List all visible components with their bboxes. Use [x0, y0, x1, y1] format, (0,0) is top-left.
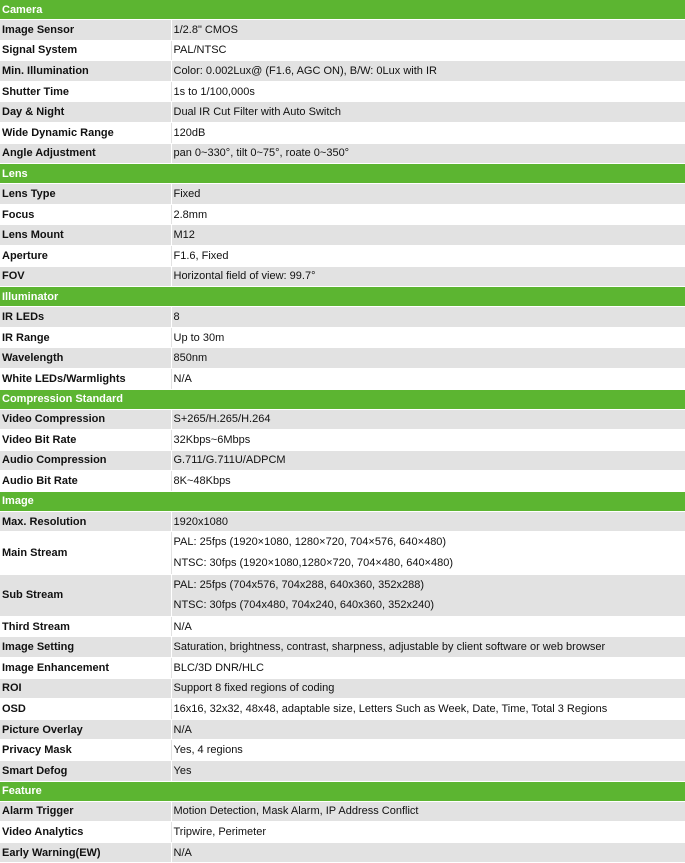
- spec-value: PAL/NTSC: [171, 40, 685, 61]
- spec-label: Angle Adjustment: [0, 143, 171, 164]
- spec-row-ir-leds: [0, 307, 685, 328]
- spec-label: Audio Bit Rate: [0, 471, 171, 492]
- spec-value-line: NTSC: 30fps (1920×1080,1280×720, 704×480, 640×480): [174, 553, 685, 574]
- spec-row-angle-adjustment: [0, 143, 685, 164]
- section-header-lens: [0, 164, 685, 184]
- spec-value-line: NTSC: 30fps (704x480, 704x240, 640x360, 352x240): [174, 595, 685, 616]
- spec-row-max-resolution: [0, 511, 685, 532]
- spec-label: Wide Dynamic Range: [0, 122, 171, 143]
- spec-row-smart-defog: [0, 761, 685, 782]
- spec-value: G.711/G.711U/ADPCM: [171, 450, 685, 471]
- spec-value: 850nm: [171, 348, 685, 369]
- section-header-feature: [0, 781, 685, 801]
- spec-value: S+265/H.265/H.264: [171, 409, 685, 430]
- section-header-illuminator: [0, 287, 685, 307]
- spec-label: Audio Compression: [0, 450, 171, 471]
- section-title: Feature: [0, 781, 685, 801]
- section-title: Camera: [0, 0, 685, 20]
- spec-label: Lens Type: [0, 184, 171, 205]
- spec-label: Signal System: [0, 40, 171, 61]
- spec-value: Saturation, brightness, contrast, sharpness, adjustable by client software or web browser: [171, 637, 685, 658]
- spec-value-line: PAL: 25fps (1920×1080, 1280×720, 704×576, 640×480): [174, 532, 685, 553]
- spec-row-video-compression: [0, 409, 685, 430]
- spec-row-min-illumination: [0, 61, 685, 82]
- spec-row-fov: [0, 266, 685, 287]
- spec-label: ROI: [0, 678, 171, 699]
- spec-value: N/A: [171, 616, 685, 637]
- spec-label: Max. Resolution: [0, 511, 171, 532]
- spec-label: White LEDs/Warmlights: [0, 368, 171, 389]
- spec-value: N/A: [171, 368, 685, 389]
- spec-row-video-analytics: [0, 822, 685, 843]
- spec-label: Picture Overlay: [0, 719, 171, 740]
- spec-row-lens-mount: [0, 225, 685, 246]
- spec-value: 120dB: [171, 122, 685, 143]
- spec-label: Image Enhancement: [0, 658, 171, 679]
- spec-label: Video Bit Rate: [0, 430, 171, 451]
- spec-label: Image Sensor: [0, 20, 171, 41]
- spec-value-line: PAL: 25fps (704x576, 704x288, 640x360, 352x288): [174, 575, 685, 596]
- spec-row-ir-range: [0, 327, 685, 348]
- spec-label: Lens Mount: [0, 225, 171, 246]
- spec-row-focus: [0, 204, 685, 225]
- spec-row-third-stream: [0, 616, 685, 637]
- spec-row-main-stream: [0, 532, 685, 574]
- spec-value: Motion Detection, Mask Alarm, IP Address Conflict: [171, 801, 685, 822]
- spec-value: Up to 30m: [171, 327, 685, 348]
- section-header-image: [0, 491, 685, 511]
- section-title: Compression Standard: [0, 389, 685, 409]
- spec-value: [171, 574, 685, 616]
- spec-label: Alarm Trigger: [0, 801, 171, 822]
- spec-label: Wavelength: [0, 348, 171, 369]
- spec-row-alarm-trigger: [0, 801, 685, 822]
- section-title: Lens: [0, 164, 685, 184]
- section-title: Image: [0, 491, 685, 511]
- spec-value: pan 0~330°, tilt 0~75°, roate 0~350°: [171, 143, 685, 164]
- spec-value: Color: 0.002Lux@ (F1.6, AGC ON), B/W: 0Lux with IR: [171, 61, 685, 82]
- spec-label: Video Analytics: [0, 822, 171, 843]
- spec-value: M12: [171, 225, 685, 246]
- section-header-camera: [0, 0, 685, 20]
- spec-label: Sub Stream: [0, 574, 171, 616]
- spec-row-image-sensor: [0, 20, 685, 41]
- spec-row-lens-type: [0, 184, 685, 205]
- spec-value: 8: [171, 307, 685, 328]
- spec-value: 32Kbps~6Mbps: [171, 430, 685, 451]
- spec-value: Yes, 4 regions: [171, 740, 685, 761]
- spec-label: IR Range: [0, 327, 171, 348]
- spec-value: 8K~48Kbps: [171, 471, 685, 492]
- spec-value: [171, 532, 685, 574]
- spec-label: Focus: [0, 204, 171, 225]
- spec-value: 1s to 1/100,000s: [171, 81, 685, 102]
- spec-label: Privacy Mask: [0, 740, 171, 761]
- spec-value: Dual IR Cut Filter with Auto Switch: [171, 102, 685, 123]
- spec-value: 2.8mm: [171, 204, 685, 225]
- spec-label: FOV: [0, 266, 171, 287]
- spec-value: Horizontal field of view: 99.7°: [171, 266, 685, 287]
- spec-row-picture-overlay: [0, 719, 685, 740]
- spec-row-white-leds-warmlights: [0, 368, 685, 389]
- spec-value: 1920x1080: [171, 511, 685, 532]
- spec-label: Shutter Time: [0, 81, 171, 102]
- spec-value: 1/2.8" CMOS: [171, 20, 685, 41]
- spec-label: Day & Night: [0, 102, 171, 123]
- spec-row-roi: [0, 678, 685, 699]
- spec-label: Min. Illumination: [0, 61, 171, 82]
- spec-row-sub-stream: [0, 574, 685, 616]
- spec-value: Tripwire, Perimeter: [171, 822, 685, 843]
- spec-row-privacy-mask: [0, 740, 685, 761]
- spec-value: Yes: [171, 761, 685, 782]
- spec-label: Third Stream: [0, 616, 171, 637]
- spec-value: Fixed: [171, 184, 685, 205]
- spec-row-day-night: [0, 102, 685, 123]
- spec-row-signal-system: [0, 40, 685, 61]
- spec-row-audio-bit-rate: [0, 471, 685, 492]
- spec-value: N/A: [171, 719, 685, 740]
- spec-label: Aperture: [0, 245, 171, 266]
- spec-value: BLC/3D DNR/HLC: [171, 658, 685, 679]
- spec-row-wavelength: [0, 348, 685, 369]
- spec-row-shutter-time: [0, 81, 685, 102]
- spec-label: Smart Defog: [0, 761, 171, 782]
- section-title: Illuminator: [0, 287, 685, 307]
- spec-label: OSD: [0, 699, 171, 720]
- spec-label: Early Warning(EW): [0, 842, 171, 863]
- spec-value: 16x16, 32x32, 48x48, adaptable size, Letters Such as Week, Date, Time, Total 3 Regions: [171, 699, 685, 720]
- spec-label: Main Stream: [0, 532, 171, 574]
- spec-label: Image Setting: [0, 637, 171, 658]
- spec-row-image-enhancement: [0, 658, 685, 679]
- spec-label: Video Compression: [0, 409, 171, 430]
- spec-row-audio-compression: [0, 450, 685, 471]
- spec-row-image-setting: [0, 637, 685, 658]
- spec-row-early-warning-ew: [0, 842, 685, 863]
- section-header-compression-standard: [0, 389, 685, 409]
- spec-label: IR LEDs: [0, 307, 171, 328]
- spec-row-video-bit-rate: [0, 430, 685, 451]
- spec-value: N/A: [171, 842, 685, 863]
- spec-value: Support 8 fixed regions of coding: [171, 678, 685, 699]
- spec-value: F1.6, Fixed: [171, 245, 685, 266]
- spec-row-wide-dynamic-range: [0, 122, 685, 143]
- spec-row-aperture: [0, 245, 685, 266]
- spec-row-osd: [0, 699, 685, 720]
